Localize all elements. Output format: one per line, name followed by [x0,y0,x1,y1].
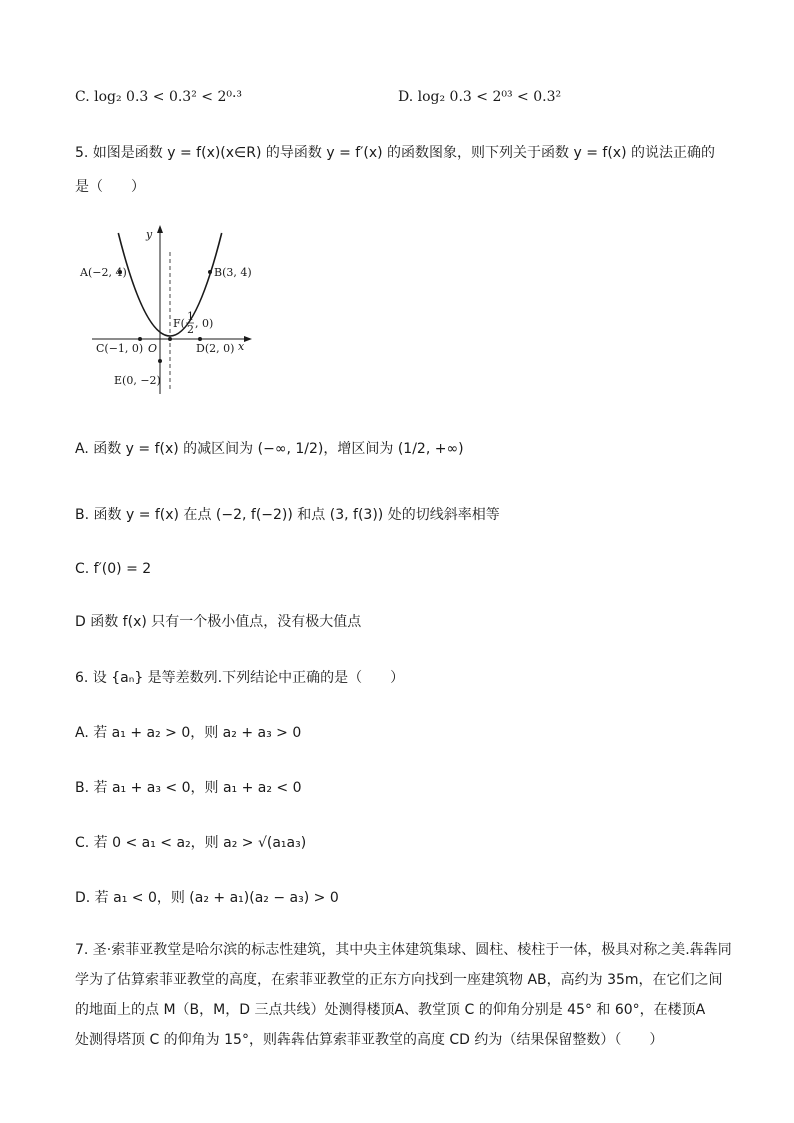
q4-option-d: D. log₂ 0.3 < 2⁰³ < 0.3² [398,89,562,105]
y-axis-arrow [157,225,163,233]
derivative-graph [78,222,268,398]
q4-option-c: C. log₂ 0.3 < 0.3² < 2⁰·³ [75,89,243,105]
q6-option-a: A. 若 a₁ + a₂ > 0，则 a₂ + a₃ > 0 [75,725,302,741]
q6-option-d: D. 若 a₁ < 0，则 (a₂ + a₁)(a₂ − a₃) > 0 [75,890,339,906]
point-e-label: E(0, −2) [114,374,161,387]
q7-line2: 学为了估算索菲亚教堂的高度，在索菲亚教堂的正东方向找到一座建筑物 AB，高约为 35m，在它们之间 [75,972,723,988]
q7-line4: 处测得塔顶 C 的仰角为 15°，则犇犇估算索菲亚教堂的高度 CD 约为（结果保留整数）（ ） [75,1032,664,1048]
x-axis-arrow [244,336,252,342]
point-b [208,270,212,274]
q5-stem-line2: 是（ ） [75,179,145,195]
x-axis-label: x [238,340,245,353]
point-c [138,337,142,341]
point-f-label-prefix: F( [173,317,185,330]
q5-option-b: B. 函数 y = f(x) 在点 (−2, f(−2)) 和点 (3, f(3)) 处的切线斜率相等 [75,507,500,523]
q7-line3: 的地面上的点 M（B，M，D 三点共线）处测得楼顶A、教堂顶 C 的仰角分别是 45° 和 60°，在楼顶A [75,1002,706,1018]
point-f-label-den: 2 [187,323,194,336]
q5-option-d: D 函数 f(x) 只有一个极小值点，没有极大值点 [75,614,362,630]
point-d-label: D(2, 0) [196,342,235,355]
q6-option-b: B. 若 a₁ + a₃ < 0，则 a₁ + a₂ < 0 [75,780,302,796]
point-f [168,337,172,341]
point-e [158,359,162,363]
point-d [198,337,202,341]
point-c-label: C(−1, 0) [96,342,144,355]
point-a-label: A(−2, 4) [80,266,127,279]
q5-option-c: C. f′(0) = 2 [75,561,152,577]
origin-label: O [148,342,158,355]
point-b-label: B(3, 4) [214,266,252,279]
q5-stem-line1: 5. 如图是函数 y = f(x)(x∈R) 的导函数 y = f′(x) 的函数图象，则下列关于函数 y = f(x) 的说法正确的 [75,145,715,161]
q6-stem: 6. 设 {aₙ} 是等差数列.下列结论中正确的是（ ） [75,670,405,686]
point-f-label-num: 1 [187,310,194,323]
q7-line1: 7. 圣·索菲亚教堂是哈尔滨的标志性建筑，其中央主体建筑集球、圆柱、棱柱于一体，极具对称之美.犇犇同 [75,942,732,958]
q6-option-c: C. 若 0 < a₁ < a₂，则 a₂ > √(a₁a₃) [75,835,307,851]
y-axis-label: y [146,228,153,241]
point-f-label-suffix: , 0) [195,317,214,330]
q5-option-a: A. 函数 y = f(x) 的减区间为 (−∞, 1/2)，增区间为 (1/2, +∞) [75,441,464,457]
